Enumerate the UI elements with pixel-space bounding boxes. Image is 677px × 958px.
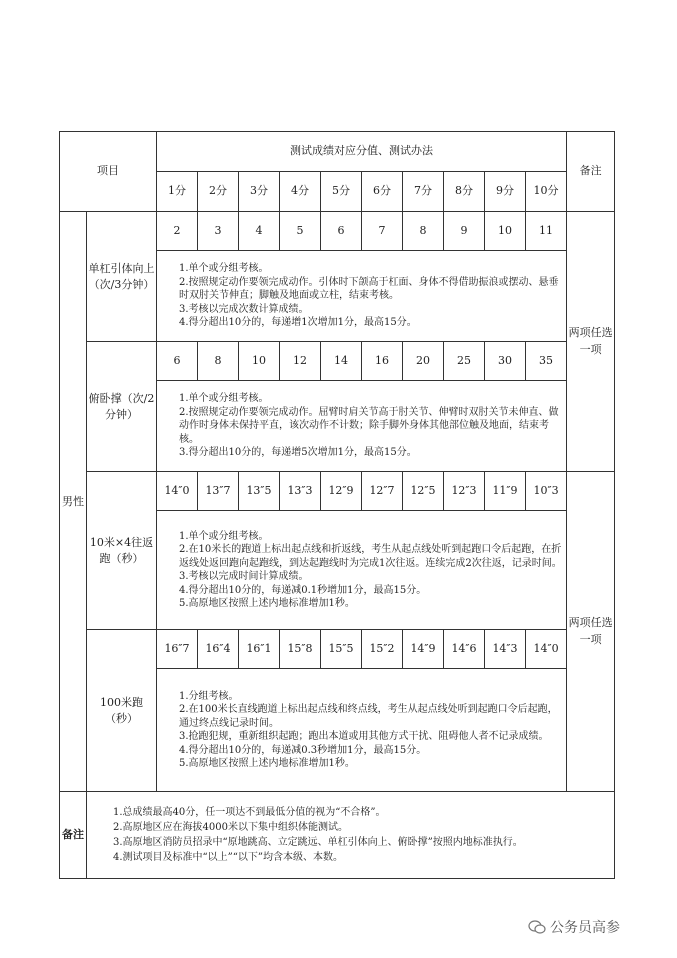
value-cell: 12″3 — [444, 472, 485, 511]
method-cell — [157, 251, 567, 342]
value-cell: 14″9 — [403, 630, 444, 669]
method-line: 1.分组考核。 — [179, 690, 239, 702]
value-cell: 12″9 — [321, 472, 362, 511]
value-cell: 16 — [362, 342, 403, 381]
method-line: 5.高原地区按照上述内地标准增加1秒。 — [179, 598, 355, 609]
item-name: 单杠引体向上（次/3分钟） — [87, 212, 157, 342]
value-cell: 8 — [198, 342, 239, 381]
value-cell: 14″6 — [444, 630, 485, 669]
value-cell: 13″7 — [198, 472, 239, 511]
method-line: 2.在100米长直线跑道上标出起点线和终点线，考生从起点线处听到起跑口令后起跑，通过终点线记录时间。 — [179, 704, 558, 729]
score-header: 3分 — [239, 172, 280, 212]
value-cell: 3 — [198, 212, 239, 251]
header-project: 项目 — [60, 132, 157, 212]
note-line: 2.高原地区应在海拔4000米以下集中组织体能测试。 — [113, 822, 348, 833]
value-cell: 11″9 — [485, 472, 526, 511]
value-cell: 6 — [321, 212, 362, 251]
note-line: 4.测试项目及标准中“以上”“以下”均含本级、本数。 — [113, 852, 343, 863]
score-header: 1分 — [157, 172, 198, 212]
value-cell: 16″1 — [239, 630, 280, 669]
item-name: 俯卧撑（次/2分钟） — [87, 342, 157, 472]
score-header: 2分 — [198, 172, 239, 212]
note-line: 3.高原地区消防员招录中“原地跳高、立定跳远、单杠引体向上、俯卧撑”按照内地标准执行。 — [113, 837, 523, 848]
value-cell: 25 — [444, 342, 485, 381]
value-cell: 14 — [321, 342, 362, 381]
value-cell: 15″2 — [362, 630, 403, 669]
score-header: 4分 — [280, 172, 321, 212]
value-cell: 35 — [526, 342, 567, 381]
value-cell: 9 — [444, 212, 485, 251]
method-line: 1.单个或分组考核。 — [179, 530, 269, 542]
method-cell — [157, 511, 567, 630]
value-cell: 10 — [485, 212, 526, 251]
method-line: 4.得分超出10分的，每递减0.3秒增加1分，最高15分。 — [179, 744, 427, 756]
method-cell — [157, 669, 567, 792]
method-line: 2.在10米长的跑道上标出起点线和折返线，考生从起点线处听到起跑口令后起跑，在折返线处返回跑向起跑线，到达起跑线时为完成1次往返。连续完成2次往返，记录时间。 — [179, 544, 562, 569]
score-header: 5分 — [321, 172, 362, 212]
score-header: 6分 — [362, 172, 403, 212]
score-header: 8分 — [444, 172, 485, 212]
group-remark-1: 两项任选一项 — [567, 212, 615, 472]
fitness-standard-table — [59, 131, 615, 879]
value-cell: 12 — [280, 342, 321, 381]
item-name: 100米跑（秒） — [87, 630, 157, 792]
value-cell: 16″4 — [198, 630, 239, 669]
score-header: 9分 — [485, 172, 526, 212]
value-cell: 15″5 — [321, 630, 362, 669]
method-line: 2.按照规定动作要领完成动作。引体时下颌高于杠面、身体不得借助振浪或摆动、悬垂时双肘关节伸直；脚触及地面或立柱，结束考核。 — [179, 276, 559, 302]
value-cell: 4 — [239, 212, 280, 251]
value-cell: 13″3 — [280, 472, 321, 511]
value-cell: 5 — [280, 212, 321, 251]
group-remark-2: 两项任选一项 — [567, 472, 615, 792]
watermark — [528, 917, 620, 937]
value-cell: 15″8 — [280, 630, 321, 669]
wechat-icon — [528, 920, 546, 934]
fitness-standard-table-page — [59, 131, 614, 879]
method-line: 2.按照规定动作要领完成动作。屈臂时肩关节高于肘关节、伸臂时双肘关节未伸直、做动作时身体未保持平直，该次动作不计数；除手脚外身体其他部位触及地面，结束考核。 — [179, 406, 559, 445]
value-cell: 12″5 — [403, 472, 444, 511]
score-header: 10分 — [526, 172, 567, 212]
header-title: 测试成绩对应分值、测试办法 — [157, 132, 567, 172]
value-cell: 14″0 — [526, 630, 567, 669]
value-cell: 6 — [157, 342, 198, 381]
value-cell: 8 — [403, 212, 444, 251]
gender-label: 男性 — [60, 212, 87, 792]
value-cell: 30 — [485, 342, 526, 381]
method-line: 1.单个或分组考核。 — [179, 263, 269, 275]
value-cell: 11 — [526, 212, 567, 251]
header-remark: 备注 — [567, 132, 615, 212]
method-line: 3.得分超出10分的，每递增5次增加1分，最高15分。 — [179, 447, 417, 459]
method-line: 3.考核以完成次数计算成绩。 — [179, 303, 309, 315]
method-line: 3.考核以完成时间计算成绩。 — [179, 571, 309, 582]
note-line: 1.总成绩最高40分，任一项达不到最低分值的视为“不合格”。 — [113, 807, 386, 818]
notes-cell — [87, 792, 615, 879]
item-name: 10米×4往返跑（秒） — [87, 472, 157, 630]
value-cell: 7 — [362, 212, 403, 251]
method-line: 1.单个或分组考核。 — [179, 393, 269, 405]
score-header: 7分 — [403, 172, 444, 212]
value-cell: 12″7 — [362, 472, 403, 511]
method-line: 5.高原地区按照上述内地标准增加1秒。 — [179, 758, 355, 769]
value-cell: 14″3 — [485, 630, 526, 669]
method-line: 4.得分超出10分的，每递增1次增加1分，最高15分。 — [179, 317, 417, 329]
method-line: 4.得分超出10分的，每递减0.1秒增加1分，最高15分。 — [179, 584, 427, 596]
method-cell — [157, 381, 567, 472]
method-line: 3.抢跑犯规，重新组织起跑；跑出本道或用其他方式干扰、阻碍他人者不记录成绩。 — [179, 731, 549, 742]
value-cell: 14″0 — [157, 472, 198, 511]
value-cell: 20 — [403, 342, 444, 381]
watermark-text: 公务员高参 — [550, 920, 620, 936]
value-cell: 10 — [239, 342, 280, 381]
value-cell: 2 — [157, 212, 198, 251]
notes-label: 备注 — [60, 792, 87, 879]
value-cell: 10″3 — [526, 472, 567, 511]
value-cell: 13″5 — [239, 472, 280, 511]
value-cell: 16″7 — [157, 630, 198, 669]
